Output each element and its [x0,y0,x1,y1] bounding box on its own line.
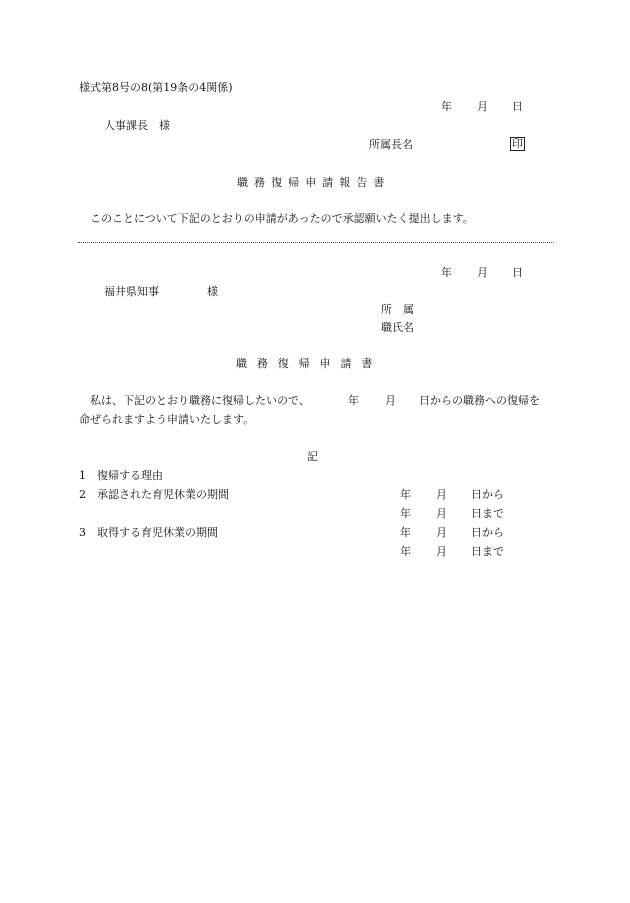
report-date-year: 年 [441,100,452,113]
item-label: 復帰する理由 [97,469,163,482]
period-day: 日まで [471,507,504,520]
period-day: 日まで [471,545,504,558]
app-body-line2: 命ぜられますよう申請いたします。 [79,413,255,426]
period-month: 月 [436,507,447,520]
item-number: 1 [79,469,86,482]
period-month: 月 [436,488,447,501]
report-date-month: 月 [477,100,488,113]
period-day: 日から [471,488,504,501]
period-year: 年 [400,507,411,520]
period-year: 年 [400,526,411,539]
app-date-month: 月 [477,266,488,279]
ki-heading: 記 [307,450,318,463]
item-label: 承認された育児休業の期間 [97,488,229,501]
period-year: 年 [400,545,411,558]
app-body-line1-b: 日からの職務への復帰を [419,394,540,407]
application-title: 職務復帰申請書 [236,357,383,370]
cut-line [78,242,554,243]
period-month: 月 [436,526,447,539]
period-month: 月 [436,545,447,558]
app-date-year: 年 [441,266,452,279]
item-number: 2 [79,488,86,501]
report-date-day: 日 [512,100,523,113]
app-addressee-suffix: 様 [207,285,218,298]
seal-mark: 印 [512,137,523,150]
form-number: 様式第8号の8(第19条の4関係) [79,81,233,94]
affiliation-label: 所 属 [381,303,414,316]
name-label: 職氏名 [381,321,414,334]
report-addressee: 人事課長 様 [104,119,170,132]
period-year: 年 [400,488,411,501]
item-label: 取得する育児休業の期間 [97,526,218,539]
app-date-day: 日 [512,266,523,279]
app-body-line1-a: 私は、下記のとおり職務に復帰したいので、 [90,394,310,407]
app-body-year: 年 [348,394,359,407]
report-body: このことについて下記のとおりの申請があったので承認願いたく提出します。 [90,212,474,225]
app-body-month: 月 [385,394,396,407]
item-number: 3 [79,526,86,539]
app-addressee-name: 福井県知事 [104,285,159,298]
report-sender-label: 所属長名 [369,138,413,151]
report-title: 職務復帰申請報告書 [237,176,391,189]
period-day: 日から [471,526,504,539]
